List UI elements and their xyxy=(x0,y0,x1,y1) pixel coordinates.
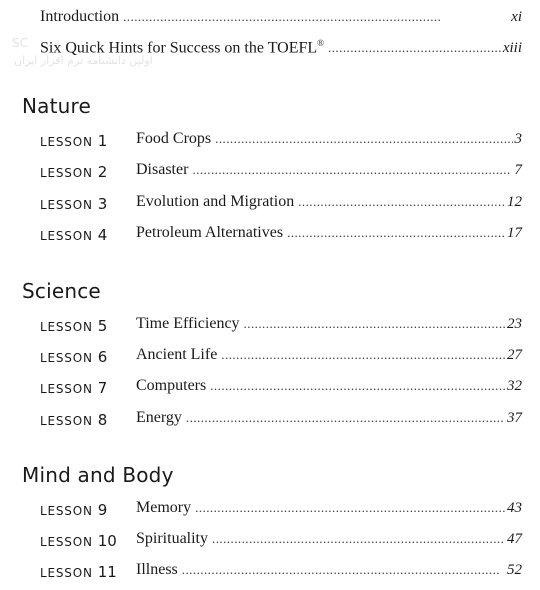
toc-entry-lesson-5[interactable] xyxy=(0,315,540,337)
section-heading-nature: Nature xyxy=(22,94,92,118)
lesson-number: 4 xyxy=(97,226,108,244)
lesson-label: LESSON xyxy=(40,504,93,518)
toc-entry-lesson-2[interactable] xyxy=(0,161,540,183)
toc-entry-lesson-7[interactable] xyxy=(0,377,540,399)
entry-page: 37 xyxy=(507,410,522,426)
lesson-number: 7 xyxy=(97,379,108,397)
lesson-number: 5 xyxy=(97,317,108,335)
watermark-line-1: SC xyxy=(12,36,28,50)
dot-leader xyxy=(212,531,505,547)
entry-title: Time Efficiency xyxy=(136,315,240,332)
entry-title: Introduction xyxy=(40,8,120,25)
entry-page: 32 xyxy=(507,378,522,394)
dot-leader xyxy=(221,347,505,363)
dot-leader xyxy=(328,40,501,56)
entry-title: Computers xyxy=(136,377,207,394)
toc-entry-lesson-4[interactable] xyxy=(0,224,540,246)
lesson-number: 3 xyxy=(97,195,108,213)
section-heading-mind-and-body: Mind and Body xyxy=(22,463,174,487)
entry-page: 43 xyxy=(507,500,522,516)
entry-title: Energy xyxy=(136,409,182,426)
dot-leader xyxy=(215,131,512,147)
toc-entry-introduction[interactable] xyxy=(0,8,540,30)
lesson-number: 10 xyxy=(97,532,117,550)
lesson-label: LESSON xyxy=(40,320,93,334)
entry-title: Disaster xyxy=(136,161,189,178)
entry-page: xi xyxy=(511,9,522,25)
lesson-label: LESSON xyxy=(40,535,93,549)
toc-entry-lesson-3[interactable] xyxy=(0,193,540,215)
lesson-label: LESSON xyxy=(40,229,93,243)
lesson-number: 1 xyxy=(97,132,108,150)
entry-title: Memory xyxy=(136,499,192,516)
entry-title: Spirituality xyxy=(136,530,208,547)
dot-leader xyxy=(244,316,505,332)
lesson-number: 2 xyxy=(97,163,108,181)
section-heading-science: Science xyxy=(22,279,101,303)
dot-leader xyxy=(123,9,509,25)
toc-entry-lesson-10[interactable] xyxy=(0,530,540,552)
entry-page: 17 xyxy=(507,225,522,241)
entry-page: 3 xyxy=(514,131,522,147)
dot-leader xyxy=(298,194,505,210)
entry-page: 47 xyxy=(507,531,522,547)
lesson-label: LESSON xyxy=(40,198,93,212)
toc-entry-lesson-8[interactable] xyxy=(0,409,540,431)
lesson-number: 8 xyxy=(97,411,108,429)
entry-title: Petroleum Alternatives xyxy=(136,224,284,241)
lesson-number: 6 xyxy=(97,348,108,366)
entry-page: 7 xyxy=(514,162,522,178)
dot-leader xyxy=(186,410,505,426)
toc-entry-lesson-6[interactable] xyxy=(0,346,540,368)
registered-mark: ® xyxy=(317,38,325,48)
toc-entry-lesson-1[interactable] xyxy=(0,130,540,152)
entry-page: 12 xyxy=(507,194,522,210)
entry-page: xiii xyxy=(502,40,522,57)
lesson-label: LESSON xyxy=(40,566,93,580)
dot-leader xyxy=(182,562,505,578)
toc-entry-lesson-11[interactable] xyxy=(0,561,540,583)
entry-page: 27 xyxy=(507,347,522,363)
lesson-number: 9 xyxy=(97,501,108,519)
entry-page: 23 xyxy=(507,316,522,332)
lesson-label: LESSON xyxy=(40,135,93,149)
dot-leader xyxy=(195,500,505,516)
dot-leader xyxy=(287,225,505,241)
lesson-label: LESSON xyxy=(40,414,93,428)
dot-leader xyxy=(210,378,505,394)
lesson-number: 11 xyxy=(97,563,117,581)
entry-title: Ancient Life xyxy=(136,346,218,363)
toc-entry-quick-hints[interactable] xyxy=(0,38,540,60)
entry-title: Evolution and Migration xyxy=(136,193,295,210)
entry-page: 52 xyxy=(507,562,522,578)
lesson-label: LESSON xyxy=(40,351,93,365)
toc-entry-lesson-9[interactable] xyxy=(0,499,540,521)
entry-title: Six Quick Hints for Success on the TOEFL xyxy=(40,39,318,57)
lesson-label: LESSON xyxy=(40,166,93,180)
entry-title: Illness xyxy=(136,561,178,578)
watermark-line-2: اولین دانشنامه نرم افزار ایران xyxy=(14,54,153,67)
entry-title: Food Crops xyxy=(136,130,212,147)
lesson-label: LESSON xyxy=(40,382,93,396)
dot-leader xyxy=(192,162,512,178)
